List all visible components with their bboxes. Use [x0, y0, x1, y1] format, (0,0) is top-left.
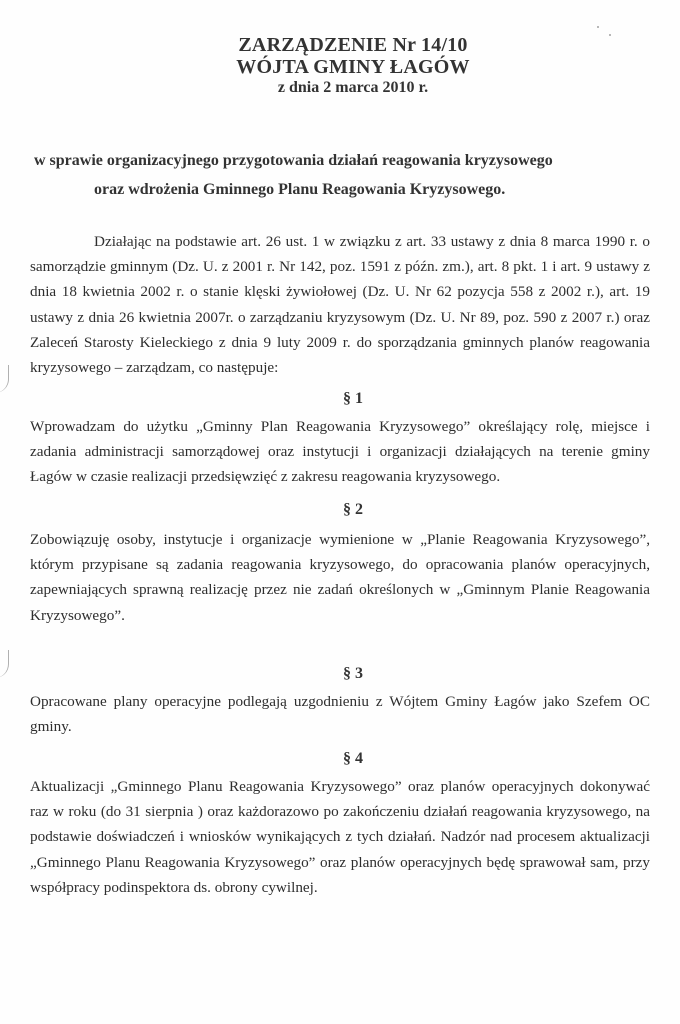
- section-mark-3: § 3: [343, 665, 363, 682]
- document-issuer: WÓJTA GMINY ŁAGÓW: [236, 56, 470, 78]
- scan-speck: [597, 26, 599, 28]
- section-4-text: Aktualizacji „Gminnego Planu Reagowania Kryzysowego” oraz planów operacyjnych dokonywać raz w roku (do 31 sierpnia ) oraz każdorazowo po zakończeniu działań reagowania kryzysowego, na podstawie doświadczeń i wniosków wynikających z tych działań. Nadzór nad procesem aktualizacji „Gminnego Planu Reagowania Kryzysowego” oraz planów operacyjnych będę sprawował sam, przy współpracy podinspektora ds. obrony cywilnej.: [30, 778, 650, 896]
- document-title-block: [0, 34, 680, 98]
- section-2-text: Zobowiązuję osoby, instytucje i organizacje wymienione w „Planie Reagowania Kryzysowego”, którym przypisane są zadania reagowania kryzysowego, do opracowania planów operacyjnych, zapewniających sprawną realizację przez nie zadań określonych w „Gminnym Planie Reagowania Kryzysowego”.: [30, 531, 650, 624]
- preamble-text: Działając na podstawie art. 26 ust. 1 w związku z art. 33 ustawy z dnia 8 marca 1990 r. o samorządzie gminnym (Dz. U. z 2001 r. Nr 142, poz. 1591 z późn. zm.), art. 8 pkt. 1 i art. 9 ustawy z dnia 18 kwietnia 2002 r. o stanie klęski żywiołowej (Dz. U. Nr 62 pozycja 558 z 2002 r.), art. 19 ustawy z dnia 26 kwietnia 2007r. o zarządzaniu kryzysowym (Dz. U. Nr 89, poz. 590 z 2007 r.) oraz Zaleceń Starosty Kieleckiego z dnia 9 luty 2009 r. do sporządzania gminnych planów reagowania kryzysowego – zarządzam, co następuje:: [30, 233, 650, 377]
- preamble-paragraph: [30, 229, 650, 380]
- scan-speck: [609, 34, 611, 36]
- subject-line-2: oraz wdrożenia Gminnego Planu Reagowania Kryzysowego.: [94, 181, 506, 198]
- section-3-text: Opracowane plany operacyjne podlegają uzgodnieniu z Wójtem Gminy Łagów jako Szefem OC gminy.: [30, 693, 650, 736]
- document-subject: [34, 146, 644, 204]
- document-date: z dnia 2 marca 2010 r.: [277, 79, 429, 96]
- section-1-text: Wprowadzam do użytku „Gminny Plan Reagowania Kryzysowego” określający rolę, miejsce i zadania administracji samorządowej oraz instytucji i organizacji działających na terenie gminy Łagów w czasie realizacji przedsięwzięć z zakresu reagowania kryzysowego.: [30, 418, 650, 486]
- section-mark-2: § 2: [343, 501, 363, 518]
- subject-line-1: w sprawie organizacyjnego przygotowania działań reagowania kryzysowego: [34, 152, 553, 169]
- document-title: ZARZĄDZENIE Nr 14/10: [238, 34, 468, 56]
- section-mark-4: § 4: [343, 750, 363, 767]
- section-mark-1: § 1: [343, 390, 363, 407]
